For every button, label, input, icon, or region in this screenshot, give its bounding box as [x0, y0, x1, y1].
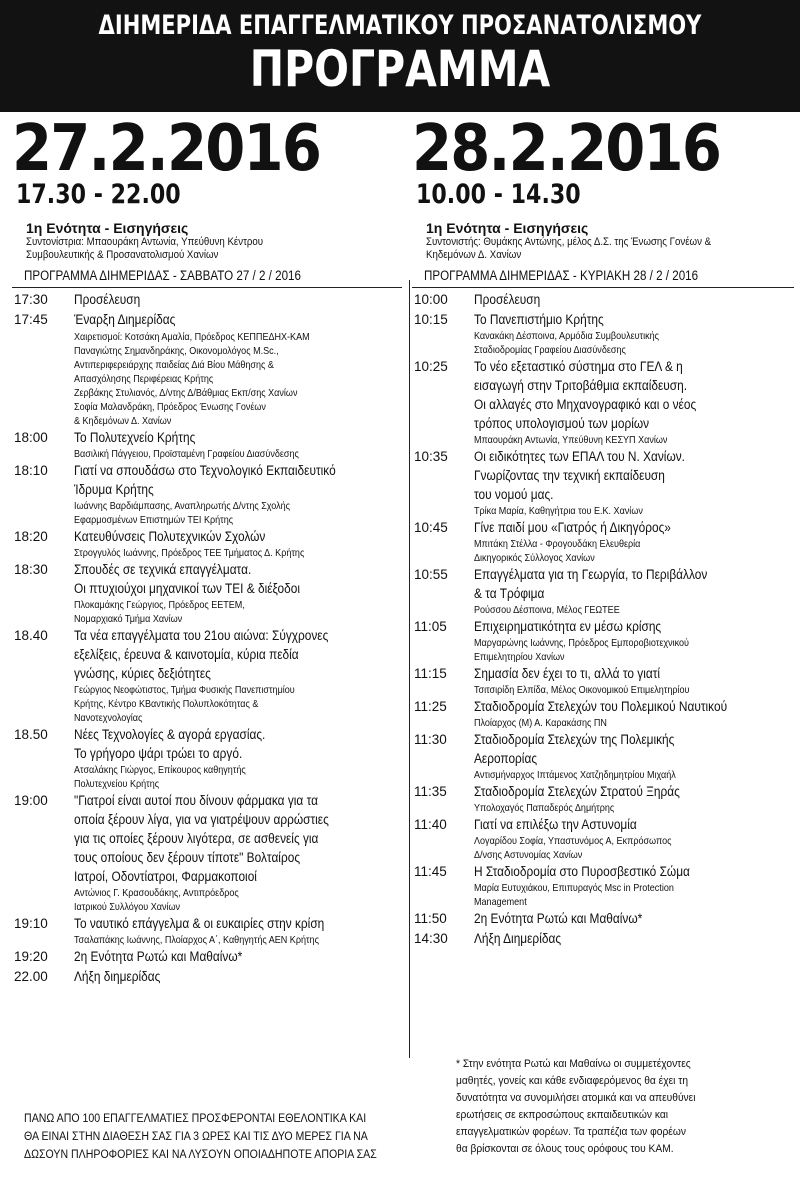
item-heading: "Γιατροί είναι αυτοί που δίνουν φάρμακα για τα	[74, 793, 318, 808]
item-heading: Οι αλλαγές στο Μηχανογραφικό και ο νέος	[474, 397, 697, 412]
schedule-item	[412, 357, 794, 447]
item-time: 17:30	[14, 292, 48, 307]
item-heading: Γίνε παιδί μου «Γιατρός ή Δικηγόρος»	[474, 520, 671, 535]
item-time: 14:30	[414, 931, 448, 946]
schedule-item	[412, 782, 794, 815]
day1-time: 17.30 - 22.00	[16, 179, 181, 210]
footnote-line: ερωτήσεις σε εκπροσώπους εκπαιδευτικών και	[456, 1109, 669, 1121]
item-heading: Σταδιοδρομία Στελεχών Στρατού Ξηράς	[474, 784, 680, 799]
item-speaker: Πολυτεχνείου Κρήτης	[74, 778, 160, 790]
item-speaker: & Κηδεμόνων Δ. Χανίων	[74, 415, 172, 427]
item-heading: Οι πτυχιούχοι μηχανικοί των ΤΕΙ & διέξοδοι	[74, 581, 301, 596]
item-heading: για τις οποίες ξέρουν λιγότερα, σε ασθενείς για	[74, 831, 319, 846]
schedule-item	[12, 560, 402, 626]
item-heading: Λήξη διημερίδας	[74, 969, 161, 984]
schedule-item	[412, 565, 794, 617]
schedule-item	[412, 929, 794, 949]
schedule-item	[12, 310, 402, 330]
item-speaker: Μαργαρώνης Ιωάννης, Πρόεδρος Εμποροβιοτεχνικού	[474, 637, 689, 649]
item-heading: 2η Ενότητα Ρωτώ και Μαθαίνω*	[74, 949, 243, 964]
schedule-item	[412, 862, 794, 909]
schedule-item	[412, 310, 794, 357]
item-time: 10:15	[414, 312, 448, 327]
item-heading: 2η Ενότητα Ρωτώ και Μαθαίνω*	[474, 911, 643, 926]
item-speaker: Χαιρετισμοί: Κοτσάκη Αμαλία, Πρόεδρος ΚΕΠΠΕΔΗΧ-ΚΑΜ	[74, 331, 310, 343]
item-speaker: Νανοτεχνολογίας	[74, 712, 143, 724]
item-heading: Σταδιοδρομία Στελεχών του Πολεμικού Ναυτικού	[474, 699, 728, 714]
schedule-item	[12, 914, 402, 947]
schedule-item	[412, 730, 794, 782]
schedule-item	[412, 664, 794, 697]
item-speaker: Νομαρχιακό Τμήμα Χανίων	[74, 613, 183, 625]
schedule-item	[12, 967, 402, 987]
item-time: 11:05	[414, 619, 447, 634]
schedule-item	[12, 461, 402, 527]
day2-coordinator-line: Κηδεμόνων Δ. Χανίων	[426, 249, 522, 261]
item-speaker: Πλοκαμάκης Γεώργιος, Πρόεδρος ΕΕΤΕΜ,	[74, 599, 245, 611]
notice-line: ΠΑΝΩ ΑΠΟ 100 ΕΠΑΓΓΕΛΜΑΤΙΕΣ ΠΡΟΣΦΕΡΟΝΤΑΙ ΕΘΕΛΟΝΤΙΚΑ ΚΑΙ	[24, 1113, 367, 1125]
item-time: 17:45	[14, 312, 48, 327]
item-speaker: Τρίκα Μαρία, Καθηγήτρια του Ε.Κ. Χανίων	[474, 505, 643, 517]
day2-unit-title: 1η Ενότητα - Εισηγήσεις	[426, 220, 589, 236]
item-heading: τους οποίους δεν ξέρουν τίποτε" Βολταίρος	[74, 850, 301, 865]
schedule-item	[412, 815, 794, 862]
footnote-line: επαγγελματικών φορέων. Τα τραπέζια των φορέων	[456, 1126, 686, 1138]
day2-date: 28.2.2016	[412, 112, 721, 186]
day2-program-title: ΠΡΟΓΡΑΜΜΑ ΔΙΗΜΕΡΙΔΑΣ - ΚΥΡΙΑΚΗ 28 / 2 / 2016	[424, 268, 699, 283]
item-heading: Οι ειδικότητες των ΕΠΑΛ του Ν. Χανίων.	[474, 449, 685, 464]
item-speaker: Γεώργιος Νεοφώτιστος, Τμήμα Φυσικής Πανεπιστημίου	[74, 684, 295, 696]
column-divider	[409, 280, 410, 1058]
header-banner	[0, 0, 800, 112]
item-time: 11:35	[414, 784, 447, 799]
day1-date: 27.2.2016	[12, 112, 321, 186]
item-heading: Προσέλευση	[474, 292, 541, 307]
item-speaker: Δικηγορικός Σύλλογος Χανίων	[474, 552, 595, 564]
item-heading: Το Πανεπιστήμιο Κρήτης	[474, 312, 604, 327]
schedule-item	[412, 617, 794, 664]
schedule-item	[12, 791, 402, 914]
item-heading: Το γρήγορο ψάρι τρώει το αργό.	[74, 746, 243, 761]
item-time: 11:40	[414, 817, 447, 832]
item-heading: Γιατί να επιλέξω την Αστυνομία	[474, 817, 637, 832]
item-heading: του νομού μας.	[474, 487, 554, 502]
item-heading: Ιατροί, Οδοντίατροι, Φαρμακοποιοί	[74, 869, 257, 884]
item-time: 10:45	[414, 520, 448, 535]
footnote-line: θα βρίσκονται σε όλους τους ορόφους του ΚΑΜ.	[456, 1143, 674, 1155]
day1-program-title: ΠΡΟΓΡΑΜΜΑ ΔΙΗΜΕΡΙΔΑΣ - ΣΑΒΒΑΤΟ 27 / 2 / 2016	[24, 268, 301, 283]
item-heading: Γνωρίζοντας την τεχνική εκπαίδευση	[474, 468, 665, 483]
item-speaker: Τσιτσιρίδη Ελπίδα, Μέλος Οικονομικού Επιμελητηρίου	[474, 684, 690, 696]
page-title: ΠΡΟΓΡΑΜΜΑ	[249, 40, 551, 98]
item-heading: Προσέλευση	[74, 292, 141, 307]
item-heading: Γιατί να σπουδάσω στο Τεχνολογικό Εκπαιδευτικό	[74, 463, 336, 478]
item-time: 18.40	[14, 628, 48, 643]
footnote-line: μαθητές, γονείς και κάθε ενδιαφερόμενος θα έχει τη	[456, 1075, 689, 1087]
item-time: 10:25	[414, 359, 448, 374]
item-speaker: Κρήτης, Κέντρο ΚΒαντικής Πολυπλοκότητας &	[74, 698, 259, 710]
schedule-item	[412, 290, 794, 310]
item-speaker: Management	[474, 896, 527, 908]
item-speaker: Σοφία Μαλανδράκη, Πρόεδρος Ένωσης Γονέων	[74, 401, 266, 413]
schedule-item	[12, 330, 402, 428]
item-time: 11:15	[414, 666, 447, 681]
item-speaker: Λογαρίδου Σοφία, Υπαστυνόμος Α, Εκπρόσωπος	[474, 835, 672, 847]
item-heading: εξελίξεις, έρευνα & καινοτομία, κύρια πεδία	[74, 647, 299, 662]
item-speaker: Αντιπεριφερειάρχης παιδείας Διά Βίου Μάθησης &	[74, 359, 274, 371]
schedule-item	[12, 725, 402, 791]
item-heading: γνώσης, κύριες δεξιότητες	[74, 666, 211, 681]
item-heading: Το νέο εξεταστικό σύστημα στο ΓΕΛ & η	[474, 359, 683, 374]
schedule-item	[12, 428, 402, 461]
item-time: 11:30	[414, 732, 447, 747]
day2-rule	[412, 287, 794, 288]
item-speaker: Δ/νσης Αστυνομίας Χανίων	[474, 849, 583, 861]
item-time: 22.00	[14, 969, 48, 984]
item-speaker: Στρογγυλός Ιωάννης, Πρόεδρος ΤΕΕ Τμήματος Δ. Κρήτης	[74, 547, 305, 559]
schedule-item	[12, 626, 402, 725]
item-heading: Έναρξη Διημερίδας	[74, 312, 176, 327]
schedule-item	[412, 447, 794, 518]
day2-column	[412, 112, 794, 949]
footnote	[456, 1056, 786, 1158]
schedule-item	[412, 518, 794, 565]
item-speaker: Μπιτάκη Στέλλα - Φρογουδάκη Ελευθερία	[474, 538, 641, 550]
item-heading: & τα Τρόφιμα	[474, 586, 545, 601]
item-time: 18:20	[14, 529, 48, 544]
item-heading: Επαγγέλματα για τη Γεωργία, το Περιβάλλον	[474, 567, 708, 582]
item-speaker: Ιατρικού Συλλόγου Χανίων	[74, 901, 181, 913]
schedule-item	[412, 909, 794, 929]
volunteers-notice	[24, 1110, 377, 1164]
item-speaker: Επιμελητηρίου Χανίων	[474, 651, 565, 663]
footnote-line: * Στην ενότητα Ρωτώ και Μαθαίνω οι συμμετέχοντες	[456, 1058, 691, 1070]
item-speaker: Εφαρμοσμένων Επιστημών ΤΕΙ Κρήτης	[74, 514, 234, 526]
item-heading: Σπουδές σε τεχνικά επαγγέλματα.	[74, 562, 252, 577]
item-heading: τρόπος υπολογισμού των μορίων	[474, 416, 650, 431]
schedule-item	[12, 290, 402, 310]
item-heading: Λήξη Διημερίδας	[474, 931, 562, 946]
item-time: 11:25	[414, 699, 447, 714]
item-heading: Τα νέα επαγγέλματα του 21ου αιώνα: Σύγχρονες	[74, 628, 329, 643]
notice-line: ΘΑ ΕΙΝΑΙ ΣΤΗΝ ΔΙΑΘΕΣΗ ΣΑΣ ΓΙΑ 3 ΩΡΕΣ ΚΑΙ ΤΙΣ ΔΥΟ ΜΕΡΕΣ ΓΙΑ ΝΑ	[24, 1131, 368, 1143]
item-heading: Το ναυτικό επάγγελμα & οι ευκαιρίες στην κρίση	[74, 916, 325, 931]
day1-coordinator-line: Συμβουλευτικής & Προσανατολισμού Χανίων	[26, 249, 219, 261]
item-speaker: Ρούσσου Δέσποινα, Μέλος ΓΕΩΤΕΕ	[474, 604, 620, 616]
item-time: 11:45	[414, 864, 447, 879]
item-heading: Νέες Τεχνολογίες & αγορά εργασίας.	[74, 727, 266, 742]
item-time: 19:20	[14, 949, 48, 964]
item-heading: Το Πολυτεχνείο Κρήτης	[74, 430, 196, 445]
item-time: 10:00	[414, 292, 448, 307]
footnote-line: δυνατότητα να συνομιλήσει ατομικά και να απευθύνει	[456, 1092, 696, 1104]
day1-rule	[12, 287, 402, 288]
item-speaker: Αντισμήναρχος Ιπτάμενος Χατζηδημητρίου Μιχαήλ	[474, 769, 676, 781]
day1-coordinator-line: Συντονίστρια: Μπαουράκη Αντωνία, Υπεύθυνη Κέντρου	[26, 236, 264, 248]
item-time: 19:10	[14, 916, 48, 931]
item-time: 18.50	[14, 727, 48, 742]
item-speaker: Υπολοχαγός Παπαδερός Δημήτρης	[474, 802, 615, 814]
item-heading: Σημασία δεν έχει το τι, αλλά το γιατί	[474, 666, 661, 681]
item-time: 11:50	[414, 911, 447, 926]
item-heading: εισαγωγή στην Τριτοβάθμια εκπαίδευση.	[474, 378, 688, 393]
day1-schedule-list	[12, 290, 402, 987]
day2-coordinator-line: Συντονιστής: Θυμάκης Αντώνης, μέλος Δ.Σ. της Ένωσης Γονέων &	[426, 236, 712, 248]
schedule-item	[412, 697, 794, 730]
item-speaker: Πλοίαρχος (Μ) Α. Καρακάσης ΠΝ	[474, 717, 607, 729]
item-speaker: Κανακάκη Δέσποινα, Αρμόδια Συμβουλευτικής	[474, 330, 660, 342]
item-speaker: Παναγιώτης Σημανδηράκης, Οικονομολόγος M.Sc.,	[74, 345, 279, 357]
item-heading: Αεροπορίας	[474, 751, 538, 766]
notice-line: ΔΩΣΟΥΝ ΠΛΗΡΟΦΟΡΙΕΣ ΚΑΙ ΝΑ ΛΥΣΟΥΝ ΟΠΟΙΑΔΗΠΟΤΕ ΑΠΟΡΙΑ ΣΑΣ	[24, 1149, 377, 1161]
item-speaker: Απασχόλησης Περιφέρειας Κρήτης	[74, 373, 214, 385]
item-speaker: Τσαλαπάκης Ιωάννης, Πλοίαρχος Α΄, Καθηγητής ΑΕΝ Κρήτης	[74, 934, 319, 946]
item-speaker: Ζερβάκης Στυλιανός, Δ/ντης Δ/Βάθμιας Εκπ/σης Χανίων	[74, 387, 298, 399]
day2-schedule-list	[412, 290, 794, 949]
item-speaker: Βασιλική Πάγγειου, Προϊσταμένη Γραφείου Διασύνδεσης	[74, 448, 299, 460]
item-time: 10:35	[414, 449, 448, 464]
item-heading: Η Σταδιοδρομία στο Πυροσβεστικό Σώμα	[474, 864, 690, 879]
day2-time: 10.00 - 14.30	[416, 179, 581, 210]
item-speaker: Μαρία Ευτυχιάκου, Επιπυραγός Msc in Protection	[474, 882, 674, 894]
item-speaker: Μπαουράκη Αντωνία, Υπεύθυνη ΚΕΣΥΠ Χανίων	[474, 434, 668, 446]
event-subtitle: ΔΙΗΜΕΡΙΔΑ ΕΠΑΓΓΕΛΜΑΤΙΚΟΥ ΠΡΟΣΑΝΑΤΟΛΙΣΜΟΥ	[98, 10, 702, 41]
day1-unit-title: 1η Ενότητα - Εισηγήσεις	[26, 220, 189, 236]
item-speaker: Αντώνιος Γ. Κρασουδάκης, Αντιπρόεδρος	[74, 887, 239, 899]
item-time: 10:55	[414, 567, 448, 582]
day1-column	[12, 112, 402, 987]
schedule-item	[12, 527, 402, 560]
item-heading: Ίδρυμα Κρήτης	[74, 482, 154, 497]
item-speaker: Ατσαλάκης Γιώργος, Επίκουρος καθηγητής	[74, 764, 246, 776]
item-time: 18:30	[14, 562, 48, 577]
item-speaker: Σταδιοδρομίας Γραφείου Διασύνδεσης	[474, 344, 626, 356]
item-time: 19:00	[14, 793, 48, 808]
item-heading: Σταδιοδρομία Στελεχών της Πολεμικής	[474, 732, 675, 747]
item-time: 18:10	[14, 463, 48, 478]
item-speaker: Ιωάννης Βαρδιάμπασης, Αναπληρωτής Δ/ντης Σχολής	[74, 500, 291, 512]
item-time: 18:00	[14, 430, 48, 445]
item-heading: Επιχειρηματικότητα εν μέσω κρίσης	[474, 619, 662, 634]
schedule-item	[12, 947, 402, 967]
item-heading: οποία ξέρουν λίγα, για να γιατρέψουν αρρώστιες	[74, 812, 329, 827]
item-heading: Κατευθύνσεις Πολυτεχνικών Σχολών	[74, 529, 266, 544]
